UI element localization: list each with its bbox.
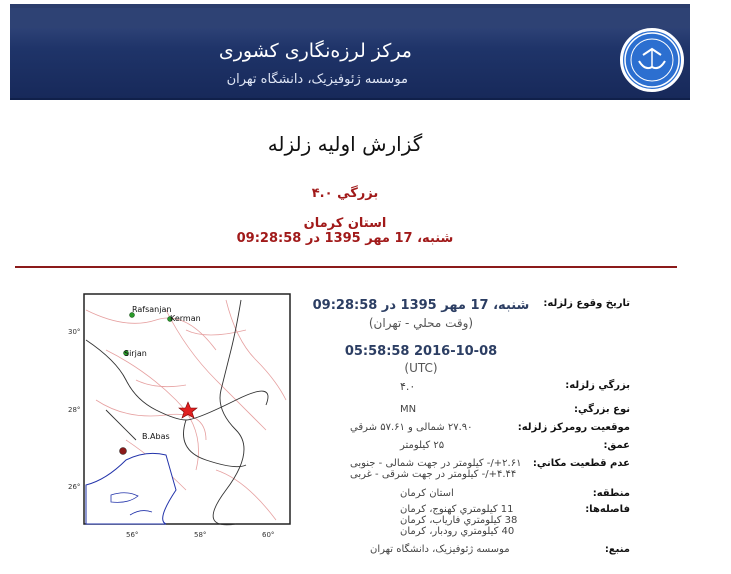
map-label-rafsanjan: Rafsanjan bbox=[132, 305, 172, 314]
lat-tick-26: 26° bbox=[68, 483, 81, 491]
section-divider bbox=[15, 266, 677, 268]
distance-item-2: 38 کیلومتري فارياب، کرمان bbox=[400, 515, 518, 526]
header-subtitle: موسسه ژئوفیزیک، دانشگاه تهران bbox=[226, 72, 408, 87]
utc-time-note: (UTC) bbox=[404, 361, 438, 375]
local-time-value: شنبه، 17 مهر 1395 در 09:28:58 bbox=[312, 298, 530, 313]
region-value: استان کرمان bbox=[400, 488, 454, 499]
location-value: ۲۷.۹۰ شمالی و ۵۷.۶۱ شرقي bbox=[350, 422, 473, 433]
map-label-kerman: Kerman bbox=[170, 314, 201, 323]
magnitude-label: بزرگي زلزله: bbox=[565, 380, 630, 391]
depth-label: عمق: bbox=[603, 440, 630, 451]
distance-item-3: 40 کیلومتري رودبار، کرمان bbox=[400, 526, 515, 537]
header-stripe bbox=[10, 8, 690, 28]
mag-type-value: MN bbox=[400, 404, 417, 415]
distances-label: فاصله‌ها: bbox=[585, 504, 630, 515]
map-label-sirjan: Sirjan bbox=[124, 349, 147, 358]
map-svg bbox=[66, 290, 298, 548]
source-value: موسسه ژئوفیزیک، دانشگاه تهران bbox=[370, 544, 510, 555]
header-banner bbox=[10, 4, 690, 100]
epicenter-map[interactable] bbox=[66, 290, 298, 548]
lat-tick-30: 30° bbox=[68, 328, 81, 336]
map-city-dot-babas bbox=[120, 448, 127, 455]
uncertainty-ns: ۲.۶۱+/- کیلومتر در جهت شمالی - جنوبی bbox=[350, 458, 522, 469]
uncertainty-ew: ۴.۴۴+/- کیلومتر در جهت شرقی - غربی bbox=[350, 469, 517, 480]
lon-tick-56: 56° bbox=[126, 531, 139, 539]
header-title: مرکز لرزه‌نگاری کشوری bbox=[218, 40, 412, 62]
location-label: موقعیت رومرکز زلزله: bbox=[517, 422, 630, 433]
lat-tick-28: 28° bbox=[68, 406, 81, 414]
source-label: منبع: bbox=[604, 544, 630, 555]
report-title: گزارش اولیه زلزله bbox=[267, 132, 423, 156]
date-label: تاریخ وقوع زلزله: bbox=[543, 298, 630, 309]
depth-value: ۲۵ کیلومتر bbox=[400, 440, 445, 451]
magnitude-value: ۴.۰ bbox=[400, 380, 416, 393]
utc-time-value: 2016-10-08 05:58:58 bbox=[344, 344, 498, 359]
local-time-note: (وقت محلي - تهران) bbox=[368, 316, 474, 330]
uncertainty-label: عدم قطعیت مکاني: bbox=[532, 458, 630, 469]
mag-type-label: نوع بزرگي: bbox=[573, 404, 630, 415]
lon-tick-58: 58° bbox=[194, 531, 207, 539]
university-seal-icon bbox=[623, 31, 681, 89]
datetime-heading: شنبه، 17 مهر 1395 در 09:28:58 bbox=[236, 231, 454, 246]
university-logo[interactable] bbox=[620, 28, 684, 92]
region-heading: استان کرمان bbox=[303, 216, 387, 231]
magnitude-heading: بزرگي ۴.۰ bbox=[311, 186, 379, 201]
region-label: منطقه: bbox=[592, 488, 630, 499]
lon-tick-60: 60° bbox=[262, 531, 275, 539]
map-label-babas: B.Abas bbox=[142, 432, 170, 441]
distance-item-1: 11 کیلومتري کهنوج، کرمان bbox=[400, 504, 514, 515]
